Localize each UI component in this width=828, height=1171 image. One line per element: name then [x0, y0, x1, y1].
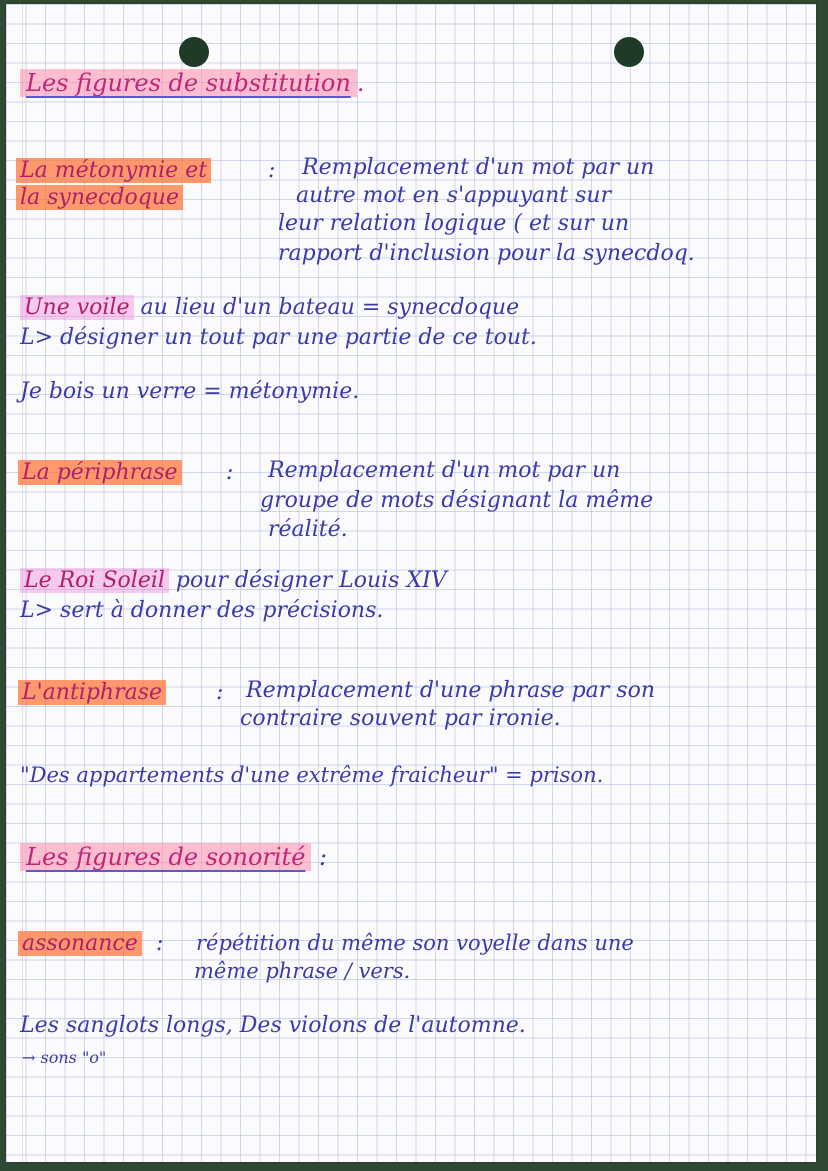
term-synecdoque: la synecdoque: [16, 184, 183, 211]
definition-line: leur relation logique ( et sur un: [278, 211, 630, 236]
definition-line: même phrase / vers.: [194, 959, 411, 983]
example-note: → sons "o": [22, 1048, 107, 1067]
term-periphrase: La périphrase: [18, 459, 182, 486]
definition-line: contraire souvent par ironie.: [240, 706, 561, 731]
example-periphrase: Le Roi Soleil pour désigner Louis XIV: [20, 567, 447, 594]
definition-line: Remplacement d'un mot par un: [268, 458, 621, 483]
separator-colon: :: [216, 680, 224, 705]
term-assonance: assonance: [18, 930, 142, 957]
definition-line: Remplacement d'un mot par un: [302, 155, 655, 180]
definition-line: répétition du même son voyelle dans une: [196, 931, 634, 955]
term-metonymie: La métonymie et: [16, 157, 211, 184]
definition-line: rapport d'inclusion pour la synecdoq.: [278, 241, 695, 266]
punch-hole-left: [179, 37, 209, 67]
definition-line: Remplacement d'une phrase par son: [246, 678, 655, 703]
example-antiphrase: "Des appartements d'une extrême fraicheur" = prison.: [20, 763, 604, 787]
definition-line: autre mot en s'appuyant sur: [296, 183, 612, 208]
definition-line: réalité.: [268, 517, 348, 542]
example-explanation: L> désigner un tout par une partie de ce tout.: [20, 325, 537, 350]
separator-colon: :: [226, 460, 234, 485]
separator-colon: :: [156, 931, 164, 956]
notebook-page: [6, 4, 816, 1162]
example-assonance: Les sanglots longs, Des violons de l'automne.: [20, 1013, 526, 1038]
term-antiphrase: L'antiphrase: [18, 679, 166, 706]
example-synecdoque: Une voile au lieu d'un bateau = synecdoque: [20, 294, 519, 321]
example-explanation: L> sert à donner des précisions.: [20, 598, 384, 623]
section-title-substitution: Les figures de substitution .: [20, 70, 364, 97]
definition-line: groupe de mots désignant la même: [260, 488, 654, 513]
punch-hole-right: [614, 37, 644, 67]
section-title-sonorite: Les figures de sonorité :: [20, 844, 327, 871]
separator-colon: :: [268, 158, 276, 183]
example-metonymie: Je bois un verre = métonymie.: [20, 379, 360, 404]
